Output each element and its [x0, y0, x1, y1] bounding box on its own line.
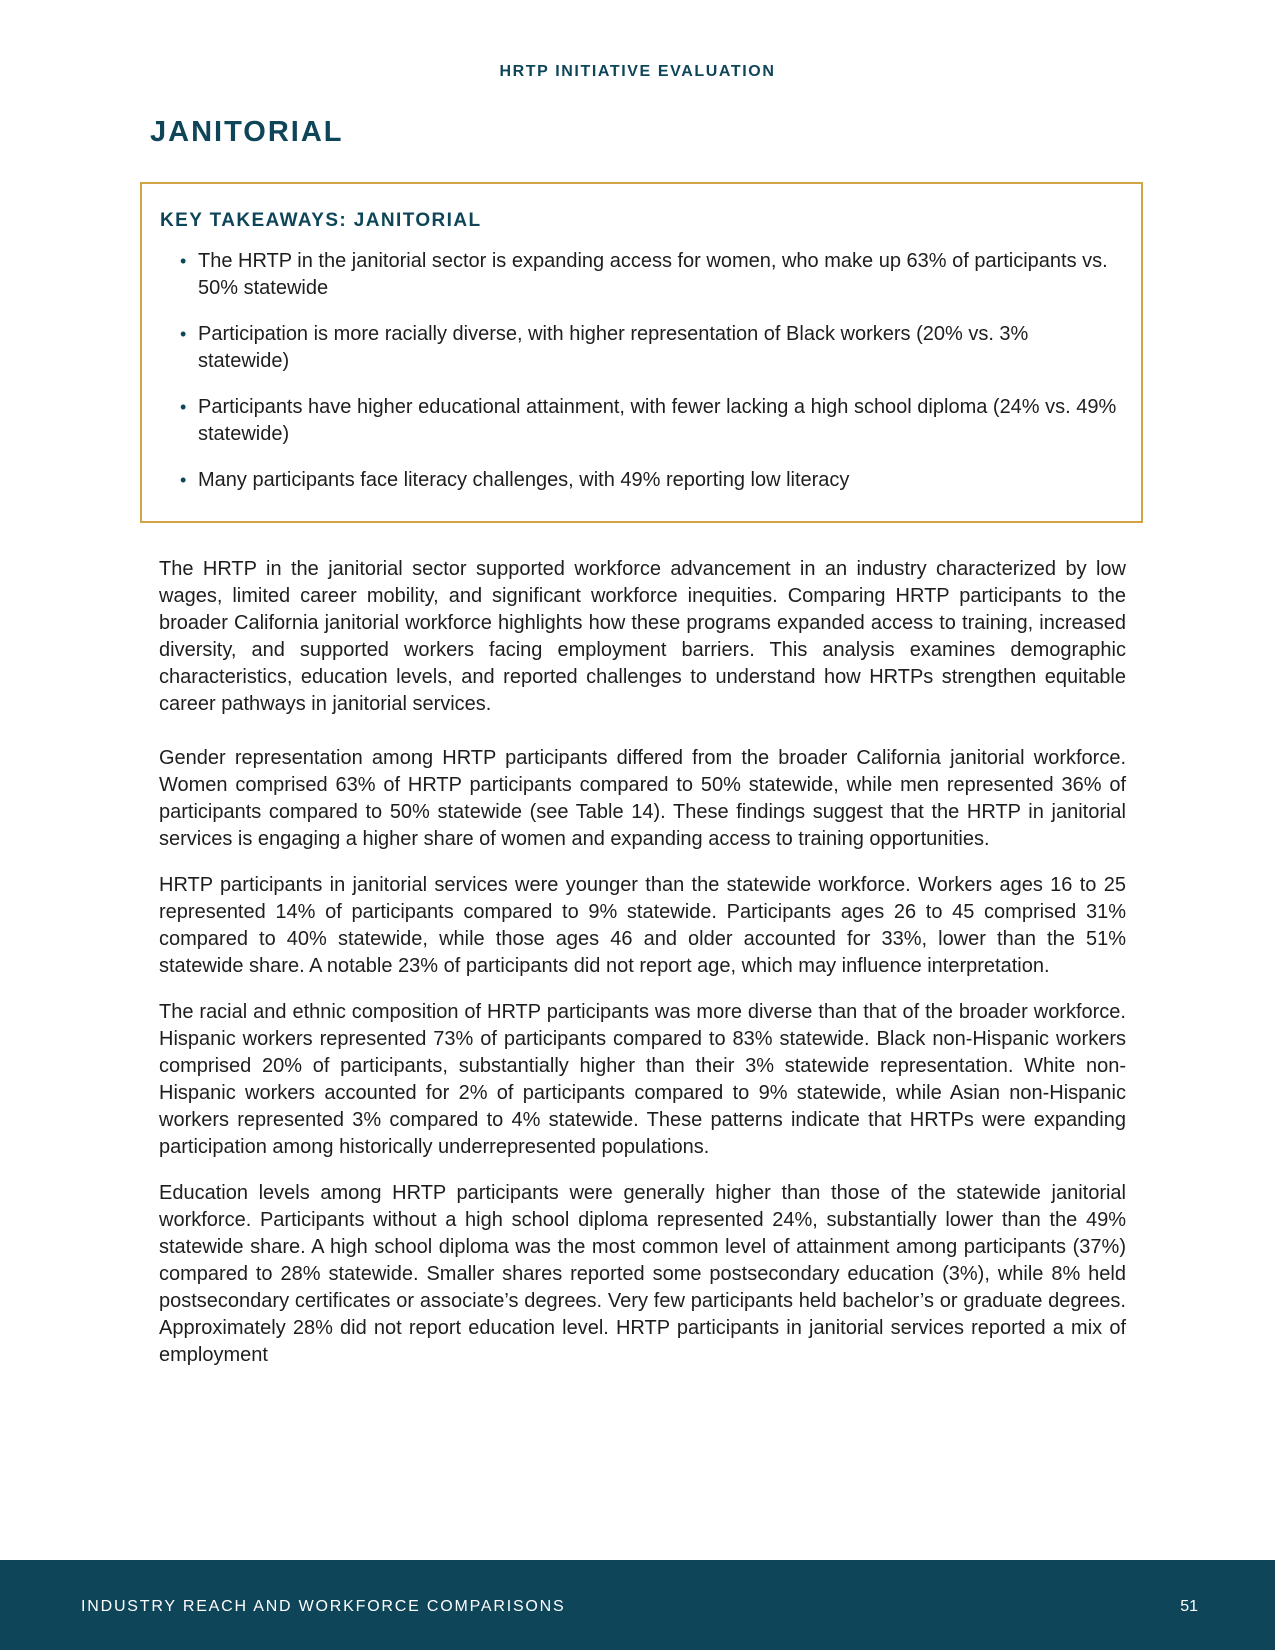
bullet-icon: • — [180, 397, 187, 417]
takeaway-item — [180, 394, 1123, 448]
body-paragraph: HRTP participants in janitorial services were younger than the statewide workforce. Workers ages 16 to 25 represented 14% of participants compared to 9% statewide. Participants ages 26 to 45 comprised 31% compared to 40% statewide, while those ages 46 and older accounted for 33%, lower than the 51% statewide share. A notable 23% of participants did not report age, which may influence interpretation. — [159, 874, 1126, 977]
page-footer — [0, 1560, 1275, 1650]
key-takeaways-title: KEY TAKEAWAYS: JANITORIAL — [160, 210, 482, 231]
takeaway-text: The HRTP in the janitorial sector is expanding access for women, who make up 63% of participants vs. 50% statewide — [198, 250, 1108, 299]
body-paragraph: The HRTP in the janitorial sector supported workforce advancement in an industry characterized by low wages, limited career mobility, and significant workforce inequities. Comparing HRTP participants to the broader California janitorial workforce highlights how these programs expanded access to training, increased diversity, and supported workers facing employment barriers. This analysis examines demographic characteristics, education levels, and reported challenges to understand how HRTPs strengthen equitable career pathways in janitorial services. — [159, 558, 1126, 715]
takeaway-item — [180, 467, 1123, 494]
key-takeaways-box — [140, 182, 1143, 523]
footer-label: INDUSTRY REACH AND WORKFORCE COMPARISONS — [81, 1598, 566, 1615]
body-paragraph: Gender representation among HRTP participants differed from the broader California janitorial workforce. Women comprised 63% of HRTP participants compared to 50% statewide, while men represented 36% of participants compared to 50% statewide (see Table 14). These findings suggest that the HRTP in janitorial services is engaging a higher share of women and expanding access to training opportunities. — [159, 747, 1126, 850]
takeaway-item — [180, 321, 1123, 375]
bullet-icon: • — [180, 324, 187, 344]
body-paragraph: Education levels among HRTP participants were generally higher than those of the statewide janitorial workforce. Participants without a high school diploma represented 24%, substantially lower than the 49% statewide share. A high school diploma was the most common level of attainment among participants (37%) compared to 28% statewide. Smaller shares reported some postsecondary education (3%), while 8% held postsecondary certificates or associate’s degrees. Very few participants held bachelor’s or graduate degrees. Approximately 28% did not report education level. HRTP participants in janitorial services reported a mix of employment — [159, 1182, 1126, 1366]
takeaway-text: Many participants face literacy challenges, with 49% reporting low literacy — [198, 469, 850, 491]
page-number: 51 — [1180, 1598, 1198, 1615]
bullet-icon: • — [180, 470, 187, 490]
takeaway-text: Participation is more racially diverse, with higher representation of Black workers (20% vs. 3% statewide) — [198, 323, 1029, 372]
body-text — [159, 556, 1126, 1369]
takeaway-item — [180, 248, 1123, 302]
section-title: JANITORIAL — [150, 116, 344, 148]
running-header: HRTP INITIATIVE EVALUATION — [499, 63, 776, 80]
takeaway-text: Participants have higher educational attainment, with fewer lacking a high school diploma (24% vs. 49% statewide) — [198, 396, 1117, 445]
key-takeaways-list — [160, 248, 1123, 494]
bullet-icon: • — [180, 251, 187, 271]
body-paragraph: The racial and ethnic composition of HRTP participants was more diverse than that of the broader workforce. Hispanic workers represented 73% of participants compared to 83% statewide. Black non-Hispanic workers comprised 20% of participants, substantially higher than their 3% statewide representation. White non-Hispanic workers accounted for 2% of participants compared to 9% statewide, while Asian non-Hispanic workers represented 3% compared to 4% statewide. These patterns indicate that HRTPs were expanding participation among historically underrepresented populations. — [159, 1001, 1126, 1158]
